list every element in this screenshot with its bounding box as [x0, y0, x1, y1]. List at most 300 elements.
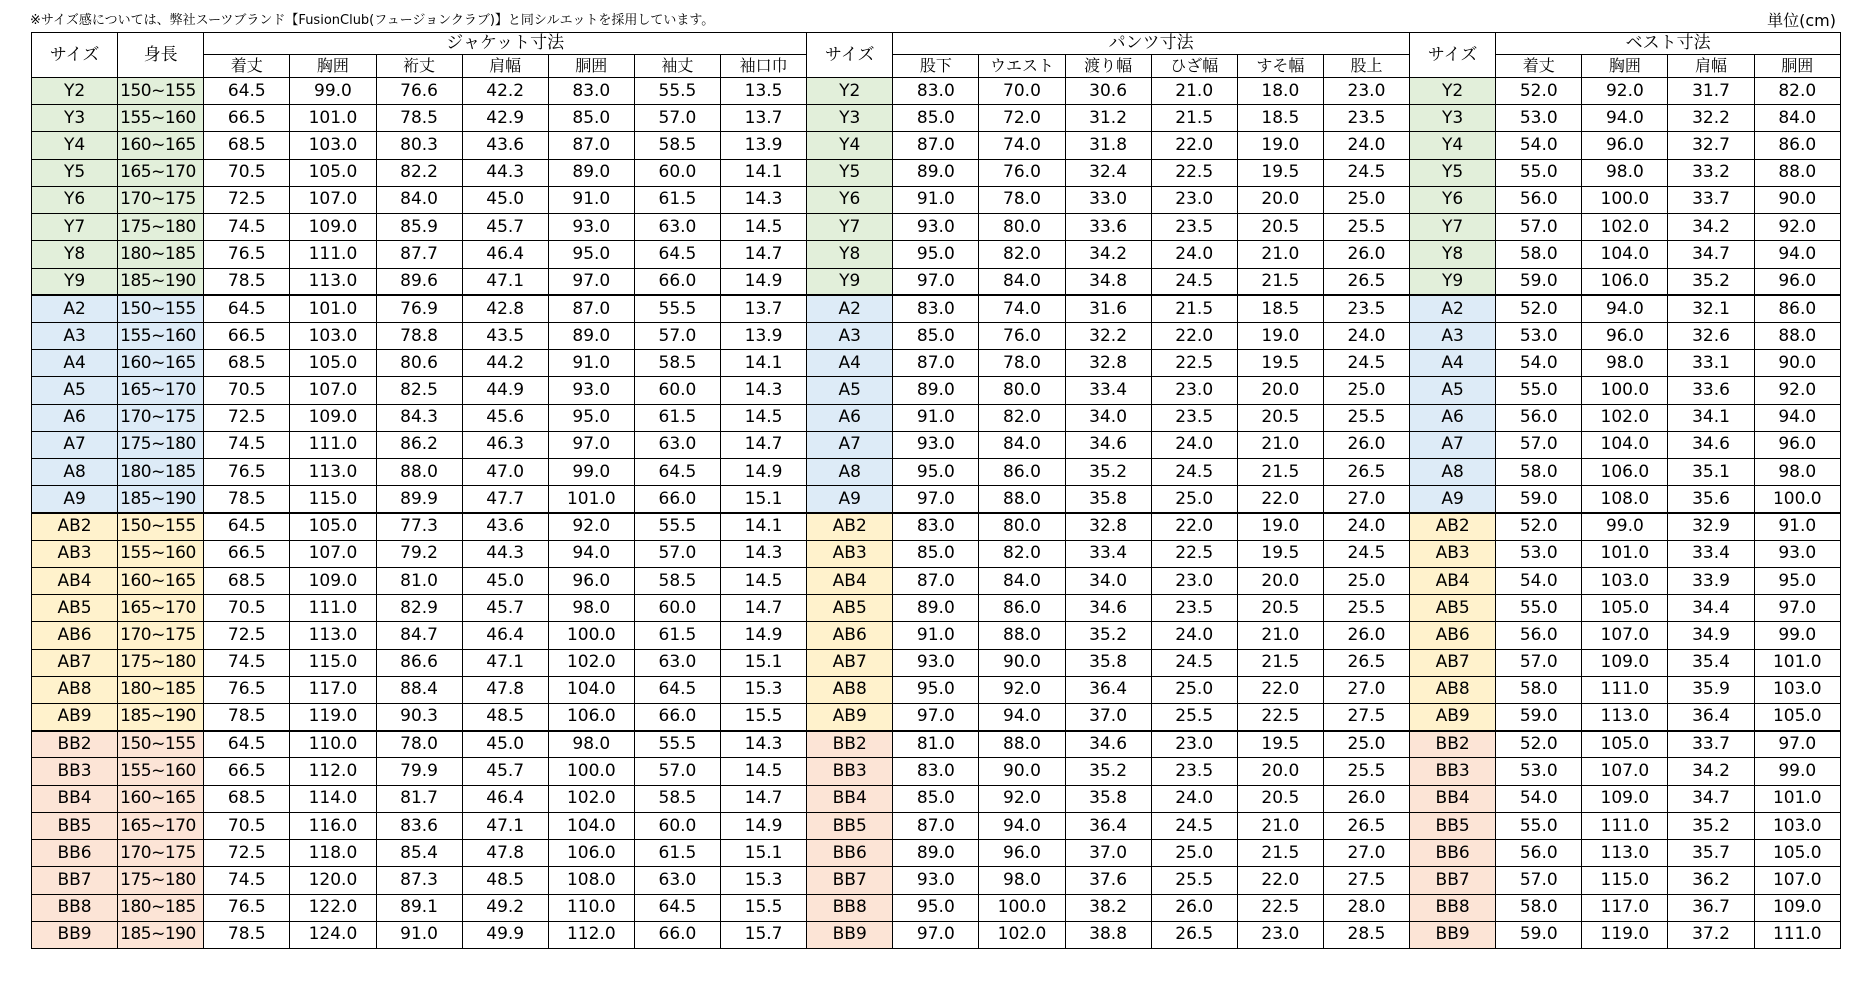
- jacket-value-cell: 57.0: [634, 758, 720, 785]
- pants-value-cell: 33.6: [1065, 214, 1151, 241]
- jacket-value-cell: 99.0: [290, 78, 376, 105]
- jacket-value-cell: 64.5: [204, 78, 290, 105]
- vest-value-cell: 59.0: [1496, 704, 1582, 731]
- size-cell: A7: [32, 431, 118, 458]
- pants-value-cell: 22.5: [1151, 350, 1237, 377]
- pants-value-cell: 83.0: [893, 513, 979, 540]
- jacket-value-cell: 60.0: [634, 159, 720, 186]
- jacket-value-cell: 14.3: [721, 186, 807, 213]
- pants-value-cell: 96.0: [979, 840, 1065, 867]
- size-cell: Y7: [807, 214, 893, 241]
- table-row: [32, 186, 1841, 213]
- jacket-value-cell: 43.6: [462, 132, 548, 159]
- jacket-value-cell: 68.5: [204, 785, 290, 812]
- pants-value-cell: 87.0: [893, 132, 979, 159]
- jacket-value-cell: 64.5: [204, 513, 290, 540]
- pants-value-cell: 31.8: [1065, 132, 1151, 159]
- vest-value-cell: 106.0: [1582, 459, 1668, 486]
- jacket-value-cell: 104.0: [548, 676, 634, 703]
- size-cell: A4: [807, 350, 893, 377]
- jacket-value-cell: 44.3: [462, 540, 548, 567]
- jacket-value-cell: 47.0: [462, 459, 548, 486]
- size-cell: A3: [32, 322, 118, 349]
- jacket-value-cell: 44.2: [462, 350, 548, 377]
- pants-value-cell: 24.5: [1151, 812, 1237, 839]
- jacket-col-header: 胸囲: [290, 55, 376, 78]
- pants-value-cell: 95.0: [893, 676, 979, 703]
- pants-value-cell: 21.5: [1237, 268, 1323, 295]
- jacket-value-cell: 45.7: [462, 214, 548, 241]
- jacket-value-cell: 84.7: [376, 622, 462, 649]
- pants-value-cell: 21.5: [1237, 459, 1323, 486]
- jacket-value-cell: 14.1: [721, 350, 807, 377]
- vest-col-header: 肩幅: [1668, 55, 1754, 78]
- height-cell: 180~185: [118, 676, 204, 703]
- jacket-value-cell: 76.9: [376, 295, 462, 322]
- jacket-value-cell: 14.1: [721, 513, 807, 540]
- pants-value-cell: 25.0: [1151, 840, 1237, 867]
- pants-value-cell: 93.0: [893, 214, 979, 241]
- jacket-group-header: ジャケット寸法: [204, 33, 807, 55]
- jacket-value-cell: 113.0: [290, 459, 376, 486]
- pants-col-header: 股上: [1323, 55, 1409, 78]
- top-line: [0, 0, 1852, 30]
- jacket-value-cell: 110.0: [548, 894, 634, 921]
- height-cell: 160~165: [118, 132, 204, 159]
- table-row: [32, 350, 1841, 377]
- jacket-value-cell: 15.3: [721, 676, 807, 703]
- vest-value-cell: 35.6: [1668, 486, 1754, 513]
- pants-value-cell: 23.0: [1237, 921, 1323, 948]
- table-row: [32, 105, 1841, 132]
- size-cell: BB6: [807, 840, 893, 867]
- jacket-value-cell: 74.5: [204, 214, 290, 241]
- jacket-value-cell: 83.0: [548, 78, 634, 105]
- pants-value-cell: 85.0: [893, 105, 979, 132]
- vest-value-cell: 117.0: [1582, 894, 1668, 921]
- size-chart-table: [31, 32, 1841, 949]
- pants-value-cell: 27.5: [1323, 867, 1409, 894]
- table-row: [32, 622, 1841, 649]
- jacket-value-cell: 60.0: [634, 377, 720, 404]
- jacket-col-header: 肩幅: [462, 55, 548, 78]
- jacket-value-cell: 89.0: [548, 322, 634, 349]
- jacket-value-cell: 81.0: [376, 567, 462, 594]
- jacket-value-cell: 66.5: [204, 540, 290, 567]
- pants-value-cell: 23.0: [1323, 78, 1409, 105]
- jacket-value-cell: 58.5: [634, 132, 720, 159]
- size-cell: BB2: [32, 731, 118, 758]
- pants-value-cell: 23.5: [1151, 758, 1237, 785]
- jacket-value-cell: 47.1: [462, 268, 548, 295]
- pants-value-cell: 26.0: [1323, 622, 1409, 649]
- vest-value-cell: 90.0: [1754, 350, 1840, 377]
- table-row: [32, 159, 1841, 186]
- vest-value-cell: 109.0: [1582, 649, 1668, 676]
- jacket-value-cell: 80.6: [376, 350, 462, 377]
- jacket-value-cell: 13.5: [721, 78, 807, 105]
- pants-value-cell: 22.5: [1237, 894, 1323, 921]
- pants-value-cell: 70.0: [979, 78, 1065, 105]
- size-cell: BB5: [1410, 812, 1496, 839]
- size-cell: A3: [1410, 322, 1496, 349]
- pants-value-cell: 86.0: [979, 595, 1065, 622]
- jacket-value-cell: 79.9: [376, 758, 462, 785]
- pants-value-cell: 80.0: [979, 214, 1065, 241]
- vest-value-cell: 34.1: [1668, 404, 1754, 431]
- jacket-value-cell: 64.5: [634, 676, 720, 703]
- jacket-col-header: 袖口巾: [721, 55, 807, 78]
- pants-value-cell: 93.0: [893, 649, 979, 676]
- jacket-value-cell: 82.9: [376, 595, 462, 622]
- pants-value-cell: 85.0: [893, 785, 979, 812]
- pants-value-cell: 24.0: [1151, 785, 1237, 812]
- jacket-value-cell: 112.0: [548, 921, 634, 948]
- size-cell: AB4: [32, 567, 118, 594]
- jacket-value-cell: 42.8: [462, 295, 548, 322]
- vest-value-cell: 52.0: [1496, 731, 1582, 758]
- vest-value-cell: 100.0: [1754, 486, 1840, 513]
- size-cell: AB2: [32, 513, 118, 540]
- table-row: [32, 404, 1841, 431]
- table-row: [32, 731, 1841, 758]
- jacket-value-cell: 87.3: [376, 867, 462, 894]
- jacket-value-cell: 45.0: [462, 186, 548, 213]
- jacket-value-cell: 70.5: [204, 377, 290, 404]
- pants-value-cell: 85.0: [893, 540, 979, 567]
- size-cell: Y4: [807, 132, 893, 159]
- table-row: [32, 214, 1841, 241]
- pants-value-cell: 98.0: [979, 867, 1065, 894]
- table-row: [32, 540, 1841, 567]
- size-cell: Y6: [32, 186, 118, 213]
- pants-value-cell: 31.6: [1065, 295, 1151, 322]
- size-header: サイズ: [1410, 33, 1496, 78]
- size-cell: BB6: [1410, 840, 1496, 867]
- pants-value-cell: 27.5: [1323, 704, 1409, 731]
- vest-value-cell: 58.0: [1496, 676, 1582, 703]
- pants-value-cell: 34.6: [1065, 731, 1151, 758]
- pants-value-cell: 26.0: [1323, 431, 1409, 458]
- pants-value-cell: 89.0: [893, 159, 979, 186]
- vest-value-cell: 106.0: [1582, 268, 1668, 295]
- size-cell: A2: [32, 295, 118, 322]
- pants-value-cell: 34.6: [1065, 431, 1151, 458]
- pants-col-header: ひざ幅: [1151, 55, 1237, 78]
- jacket-value-cell: 14.5: [721, 214, 807, 241]
- jacket-value-cell: 15.5: [721, 704, 807, 731]
- pants-value-cell: 37.0: [1065, 704, 1151, 731]
- jacket-value-cell: 57.0: [634, 322, 720, 349]
- jacket-value-cell: 119.0: [290, 704, 376, 731]
- pants-value-cell: 87.0: [893, 567, 979, 594]
- jacket-value-cell: 78.5: [204, 486, 290, 513]
- vest-value-cell: 88.0: [1754, 159, 1840, 186]
- jacket-value-cell: 106.0: [548, 704, 634, 731]
- vest-value-cell: 53.0: [1496, 322, 1582, 349]
- unit-label: 単位(cm): [1767, 11, 1836, 30]
- vest-value-cell: 59.0: [1496, 268, 1582, 295]
- pants-value-cell: 25.0: [1323, 186, 1409, 213]
- pants-value-cell: 92.0: [979, 785, 1065, 812]
- jacket-value-cell: 55.5: [634, 731, 720, 758]
- jacket-value-cell: 84.3: [376, 404, 462, 431]
- table-row: [32, 459, 1841, 486]
- jacket-value-cell: 111.0: [290, 241, 376, 268]
- size-cell: A7: [1410, 431, 1496, 458]
- pants-value-cell: 72.0: [979, 105, 1065, 132]
- pants-value-cell: 25.0: [1151, 676, 1237, 703]
- vest-value-cell: 56.0: [1496, 622, 1582, 649]
- jacket-value-cell: 68.5: [204, 350, 290, 377]
- jacket-value-cell: 13.7: [721, 295, 807, 322]
- size-cell: Y4: [1410, 132, 1496, 159]
- size-cell: AB4: [1410, 567, 1496, 594]
- table-row: [32, 268, 1841, 295]
- vest-value-cell: 100.0: [1582, 186, 1668, 213]
- pants-value-cell: 19.5: [1237, 350, 1323, 377]
- size-cell: A6: [1410, 404, 1496, 431]
- pants-value-cell: 88.0: [979, 486, 1065, 513]
- vest-value-cell: 35.1: [1668, 459, 1754, 486]
- jacket-value-cell: 45.7: [462, 595, 548, 622]
- vest-value-cell: 101.0: [1754, 649, 1840, 676]
- vest-value-cell: 107.0: [1582, 758, 1668, 785]
- pants-value-cell: 30.6: [1065, 78, 1151, 105]
- jacket-value-cell: 43.6: [462, 513, 548, 540]
- jacket-value-cell: 72.5: [204, 840, 290, 867]
- pants-value-cell: 23.5: [1151, 214, 1237, 241]
- jacket-value-cell: 15.5: [721, 894, 807, 921]
- vest-col-header: 胴囲: [1754, 55, 1840, 78]
- jacket-col-header: 着丈: [204, 55, 290, 78]
- jacket-value-cell: 107.0: [290, 540, 376, 567]
- jacket-value-cell: 13.9: [721, 132, 807, 159]
- pants-value-cell: 84.0: [979, 268, 1065, 295]
- height-cell: 150~155: [118, 731, 204, 758]
- size-cell: A9: [1410, 486, 1496, 513]
- vest-value-cell: 93.0: [1754, 540, 1840, 567]
- jacket-value-cell: 57.0: [634, 105, 720, 132]
- jacket-value-cell: 91.0: [548, 350, 634, 377]
- jacket-value-cell: 107.0: [290, 377, 376, 404]
- vest-value-cell: 33.2: [1668, 159, 1754, 186]
- vest-value-cell: 111.0: [1754, 921, 1840, 948]
- height-cell: 155~160: [118, 758, 204, 785]
- size-cell: A5: [32, 377, 118, 404]
- size-cell: BB7: [32, 867, 118, 894]
- jacket-value-cell: 109.0: [290, 567, 376, 594]
- pants-value-cell: 23.5: [1323, 105, 1409, 132]
- height-cell: 175~180: [118, 431, 204, 458]
- jacket-value-cell: 120.0: [290, 867, 376, 894]
- jacket-value-cell: 107.0: [290, 186, 376, 213]
- jacket-value-cell: 80.3: [376, 132, 462, 159]
- size-cell: BB9: [807, 921, 893, 948]
- pants-value-cell: 19.5: [1237, 731, 1323, 758]
- jacket-value-cell: 44.3: [462, 159, 548, 186]
- pants-value-cell: 38.8: [1065, 921, 1151, 948]
- jacket-value-cell: 115.0: [290, 486, 376, 513]
- vest-value-cell: 86.0: [1754, 295, 1840, 322]
- size-cell: Y2: [1410, 78, 1496, 105]
- pants-value-cell: 22.5: [1151, 159, 1237, 186]
- vest-value-cell: 104.0: [1582, 241, 1668, 268]
- jacket-value-cell: 14.7: [721, 431, 807, 458]
- jacket-value-cell: 14.9: [721, 268, 807, 295]
- vest-value-cell: 34.9: [1668, 622, 1754, 649]
- jacket-value-cell: 47.8: [462, 676, 548, 703]
- jacket-value-cell: 68.5: [204, 132, 290, 159]
- jacket-value-cell: 87.0: [548, 295, 634, 322]
- jacket-value-cell: 108.0: [548, 867, 634, 894]
- size-cell: AB5: [807, 595, 893, 622]
- jacket-value-cell: 111.0: [290, 595, 376, 622]
- pants-value-cell: 91.0: [893, 404, 979, 431]
- size-cell: A7: [807, 431, 893, 458]
- jacket-value-cell: 70.5: [204, 159, 290, 186]
- vest-value-cell: 94.0: [1582, 295, 1668, 322]
- pants-value-cell: 24.0: [1323, 513, 1409, 540]
- vest-value-cell: 34.7: [1668, 241, 1754, 268]
- size-cell: AB6: [32, 622, 118, 649]
- table-row: [32, 431, 1841, 458]
- pants-value-cell: 25.0: [1323, 567, 1409, 594]
- jacket-value-cell: 95.0: [548, 404, 634, 431]
- vest-value-cell: 54.0: [1496, 132, 1582, 159]
- jacket-value-cell: 63.0: [634, 867, 720, 894]
- size-cell: Y9: [32, 268, 118, 295]
- pants-value-cell: 91.0: [893, 186, 979, 213]
- pants-value-cell: 23.5: [1323, 295, 1409, 322]
- pants-value-cell: 19.5: [1237, 540, 1323, 567]
- vest-value-cell: 34.4: [1668, 595, 1754, 622]
- jacket-col-header: 胴囲: [548, 55, 634, 78]
- pants-value-cell: 89.0: [893, 595, 979, 622]
- jacket-value-cell: 47.1: [462, 649, 548, 676]
- jacket-value-cell: 48.5: [462, 867, 548, 894]
- size-cell: BB3: [1410, 758, 1496, 785]
- vest-value-cell: 92.0: [1754, 214, 1840, 241]
- pants-value-cell: 24.5: [1151, 268, 1237, 295]
- table-header: [32, 33, 1841, 78]
- jacket-value-cell: 78.5: [204, 268, 290, 295]
- jacket-value-cell: 82.5: [376, 377, 462, 404]
- jacket-value-cell: 81.7: [376, 785, 462, 812]
- jacket-value-cell: 15.7: [721, 921, 807, 948]
- vest-value-cell: 101.0: [1582, 540, 1668, 567]
- pants-value-cell: 19.0: [1237, 322, 1323, 349]
- pants-value-cell: 19.0: [1237, 513, 1323, 540]
- jacket-value-cell: 117.0: [290, 676, 376, 703]
- pants-value-cell: 25.0: [1323, 731, 1409, 758]
- size-cell: Y2: [32, 78, 118, 105]
- pants-value-cell: 24.5: [1323, 350, 1409, 377]
- jacket-value-cell: 90.3: [376, 704, 462, 731]
- table-row: [32, 676, 1841, 703]
- pants-value-cell: 93.0: [893, 867, 979, 894]
- vest-value-cell: 111.0: [1582, 812, 1668, 839]
- pants-value-cell: 38.2: [1065, 894, 1151, 921]
- pants-value-cell: 35.8: [1065, 785, 1151, 812]
- pants-value-cell: 20.5: [1237, 404, 1323, 431]
- vest-value-cell: 57.0: [1496, 431, 1582, 458]
- size-cell: AB4: [807, 567, 893, 594]
- jacket-value-cell: 109.0: [290, 214, 376, 241]
- jacket-value-cell: 61.5: [634, 622, 720, 649]
- vest-value-cell: 34.7: [1668, 785, 1754, 812]
- jacket-value-cell: 13.7: [721, 105, 807, 132]
- vest-value-cell: 102.0: [1582, 404, 1668, 431]
- vest-value-cell: 54.0: [1496, 785, 1582, 812]
- size-cell: A4: [32, 350, 118, 377]
- pants-value-cell: 21.0: [1237, 622, 1323, 649]
- size-cell: BB3: [32, 758, 118, 785]
- jacket-value-cell: 72.5: [204, 186, 290, 213]
- size-cell: A3: [807, 322, 893, 349]
- height-cell: 165~170: [118, 159, 204, 186]
- jacket-value-cell: 45.6: [462, 404, 548, 431]
- jacket-value-cell: 64.5: [634, 241, 720, 268]
- pants-value-cell: 88.0: [979, 731, 1065, 758]
- pants-value-cell: 87.0: [893, 812, 979, 839]
- jacket-value-cell: 99.0: [548, 459, 634, 486]
- pants-value-cell: 91.0: [893, 622, 979, 649]
- vest-value-cell: 53.0: [1496, 758, 1582, 785]
- jacket-value-cell: 43.5: [462, 322, 548, 349]
- pants-value-cell: 26.5: [1323, 459, 1409, 486]
- pants-value-cell: 82.0: [979, 241, 1065, 268]
- vest-value-cell: 34.2: [1668, 758, 1754, 785]
- jacket-value-cell: 85.4: [376, 840, 462, 867]
- jacket-value-cell: 86.6: [376, 649, 462, 676]
- vest-value-cell: 33.1: [1668, 350, 1754, 377]
- pants-value-cell: 81.0: [893, 731, 979, 758]
- vest-value-cell: 32.7: [1668, 132, 1754, 159]
- pants-value-cell: 32.2: [1065, 322, 1151, 349]
- pants-value-cell: 88.0: [979, 622, 1065, 649]
- pants-value-cell: 37.0: [1065, 840, 1151, 867]
- jacket-value-cell: 101.0: [290, 295, 376, 322]
- height-cell: 155~160: [118, 322, 204, 349]
- size-cell: BB8: [807, 894, 893, 921]
- jacket-value-cell: 106.0: [548, 840, 634, 867]
- pants-value-cell: 35.8: [1065, 486, 1151, 513]
- vest-value-cell: 59.0: [1496, 921, 1582, 948]
- size-cell: Y5: [807, 159, 893, 186]
- size-cell: Y4: [32, 132, 118, 159]
- pants-value-cell: 21.0: [1151, 78, 1237, 105]
- pants-value-cell: 83.0: [893, 295, 979, 322]
- jacket-value-cell: 97.0: [548, 431, 634, 458]
- jacket-value-cell: 63.0: [634, 214, 720, 241]
- jacket-value-cell: 70.5: [204, 595, 290, 622]
- vest-value-cell: 55.0: [1496, 595, 1582, 622]
- jacket-value-cell: 74.5: [204, 431, 290, 458]
- pants-value-cell: 21.0: [1237, 241, 1323, 268]
- jacket-value-cell: 93.0: [548, 377, 634, 404]
- pants-value-cell: 26.0: [1323, 241, 1409, 268]
- pants-value-cell: 24.0: [1151, 431, 1237, 458]
- size-cell: BB3: [807, 758, 893, 785]
- jacket-value-cell: 14.3: [721, 731, 807, 758]
- table-row: [32, 894, 1841, 921]
- table-row: [32, 486, 1841, 513]
- size-cell: BB9: [32, 921, 118, 948]
- pants-value-cell: 35.2: [1065, 622, 1151, 649]
- jacket-value-cell: 78.5: [204, 921, 290, 948]
- jacket-value-cell: 105.0: [290, 350, 376, 377]
